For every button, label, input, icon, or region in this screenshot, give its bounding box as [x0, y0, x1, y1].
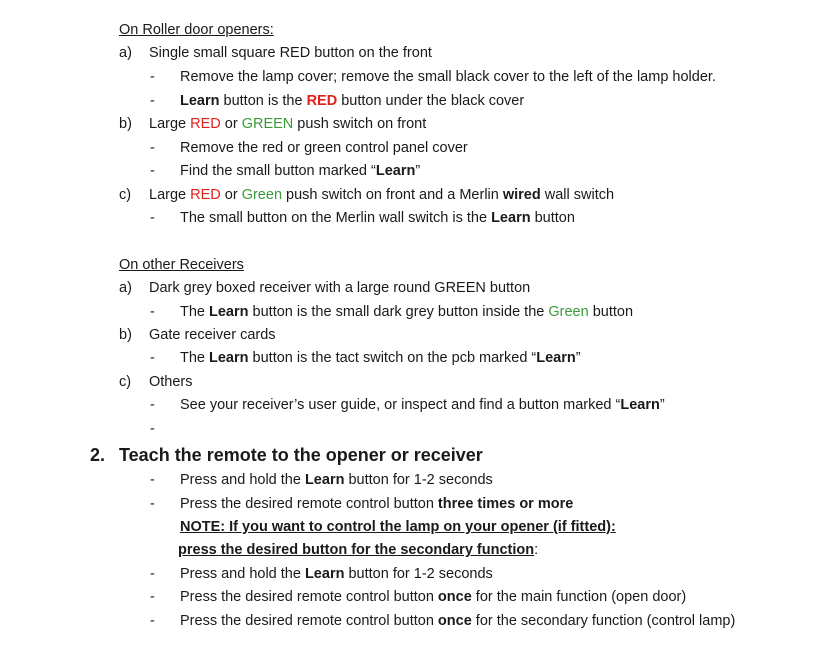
text-span: Large [149, 116, 191, 132]
dash: - [150, 140, 155, 156]
text-span: push switch on front [293, 116, 427, 132]
dash: - [150, 496, 155, 512]
step2-note-line-2 [178, 541, 538, 559]
bold-phrase: once [437, 613, 472, 629]
text-span: ” [659, 397, 665, 413]
dash: - [150, 613, 155, 629]
learn-word: Learn [491, 210, 531, 226]
other-a-text: Dark grey boxed receiver with a large round GREEN button [149, 280, 531, 296]
text-span: Press and hold the [180, 566, 305, 582]
text-span: or [220, 187, 242, 203]
roller-a-bullet-1: Remove the lamp cover; remove the small black cover to the left of the lamp holder. [180, 69, 716, 85]
roller-a-text: Single small square RED button on the front [149, 45, 432, 61]
roller-b-bullet-1: Remove the red or green control panel cover [180, 140, 468, 156]
red-word: RED [306, 93, 338, 109]
text-span: The [180, 350, 210, 366]
text-span: button under the black cover [337, 93, 525, 109]
dash: - [150, 421, 155, 437]
dash: - [150, 93, 155, 109]
other-heading: On other Receivers [119, 257, 244, 273]
text-span: The [180, 304, 210, 320]
roller-b-text [149, 115, 426, 133]
step2-bullet-2 [180, 495, 573, 513]
roller-a-marker: a) [119, 45, 132, 61]
text-span: Find the small button marked “ [180, 163, 376, 179]
dash: - [150, 210, 155, 226]
roller-c-marker: c) [119, 187, 132, 203]
dash: - [150, 163, 155, 179]
roller-b-bullet-2 [180, 162, 420, 180]
text-span: Press and hold the [180, 472, 305, 488]
roller-c-text [149, 186, 614, 204]
other-b-text: Gate receiver cards [149, 327, 276, 343]
text-span: wall switch [540, 187, 615, 203]
other-c-text: Others [149, 374, 193, 390]
step2-bullet-5 [180, 612, 735, 630]
dash: - [150, 472, 155, 488]
step2-bullet-4 [180, 588, 686, 606]
dash: - [150, 566, 155, 582]
green-word: Green [548, 304, 589, 320]
text-span: : [534, 542, 539, 558]
text-span: button [530, 210, 575, 226]
learn-word: Learn [620, 397, 660, 413]
bold-phrase: once [437, 589, 472, 605]
text-span: or [220, 116, 242, 132]
roller-heading: On Roller door openers: [119, 22, 274, 38]
learn-word: Learn [209, 304, 249, 320]
text-span: The small button on the Merlin wall switch is the [180, 210, 492, 226]
text-span: for the main function (open door) [471, 589, 687, 605]
text-span: ” [575, 350, 581, 366]
dash: - [150, 397, 155, 413]
note-phrase: press the desired button for the secondary function [178, 542, 535, 558]
text-span: button is the tact switch on the pcb marked “ [248, 350, 537, 366]
text-span: button for 1-2 seconds [344, 566, 493, 582]
other-a-marker: a) [119, 280, 132, 296]
text-span: button is the [219, 93, 307, 109]
step2-heading: Teach the remote to the opener or receiver [119, 445, 483, 465]
red-word: RED [190, 187, 221, 203]
dash: - [150, 69, 155, 85]
other-b-bullet-1 [180, 349, 581, 367]
text-span: button [588, 304, 634, 320]
learn-word: Learn [536, 350, 576, 366]
text-span: Press the desired remote control button [180, 496, 438, 512]
learn-word: Learn [209, 350, 249, 366]
text-span: for the secondary function (control lamp) [471, 613, 736, 629]
text-span: See your receiver’s user guide, or inspect and find a button marked “ [180, 397, 621, 413]
roller-a-bullet-2 [180, 92, 524, 110]
other-c-marker: c) [119, 374, 132, 390]
text-span: Press the desired remote control button [180, 613, 438, 629]
step2-note-line-1: NOTE: If you want to control the lamp on your opener (if fitted): [180, 519, 616, 535]
step2-bullet-3 [180, 565, 493, 583]
dash: - [150, 304, 155, 320]
learn-word: Learn [180, 93, 220, 109]
step2-bullet-1 [180, 471, 493, 489]
bold-phrase: three times or more [437, 496, 574, 512]
roller-c-bullet-1 [180, 209, 575, 227]
roller-b-marker: b) [119, 116, 132, 132]
dash: - [150, 350, 155, 366]
text-span: ” [415, 163, 421, 179]
learn-word: Learn [304, 472, 345, 488]
red-word: RED [190, 116, 221, 132]
step2-number: 2. [90, 445, 106, 465]
other-b-marker: b) [119, 327, 132, 343]
text-span: button is the small dark grey button inside the [248, 304, 549, 320]
other-a-bullet-1 [180, 303, 633, 321]
green-word: GREEN [241, 116, 294, 132]
learn-word: Learn [304, 566, 345, 582]
text-span: button for 1-2 seconds [344, 472, 493, 488]
text-span: Large [149, 187, 191, 203]
learn-word: Learn [375, 163, 416, 179]
text-span: Press the desired remote control button [180, 589, 438, 605]
dash: - [150, 589, 155, 605]
text-span: push switch on front and a Merlin [282, 187, 503, 203]
wired-word: wired [502, 187, 541, 203]
green-word: Green [241, 187, 283, 203]
other-c-bullet-1 [180, 396, 665, 414]
